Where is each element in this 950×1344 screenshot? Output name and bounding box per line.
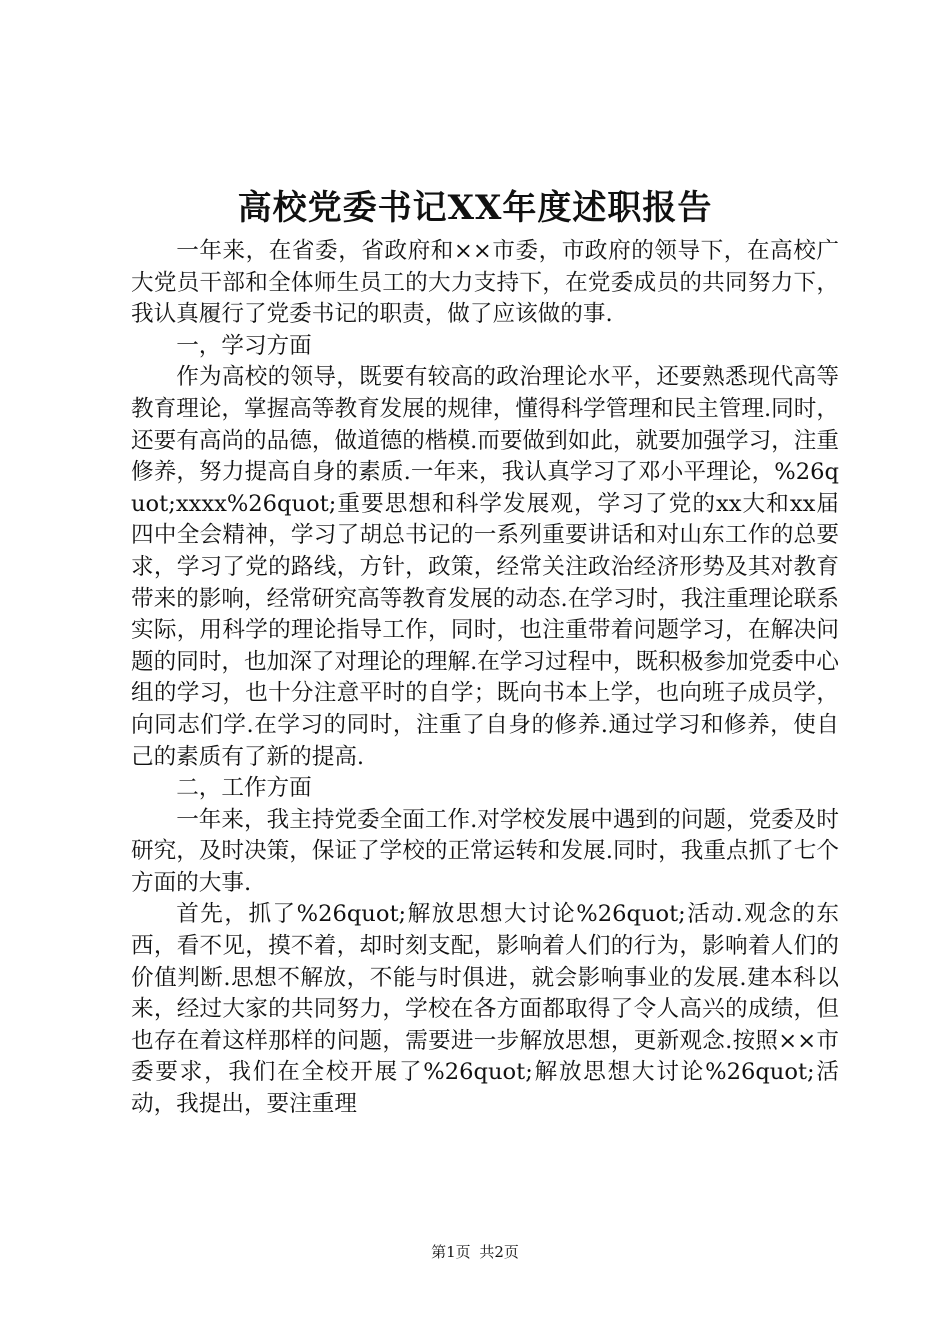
paragraph-first-task: 首先，抓了%26quot;解放思想大讨论%26quot;活动.观念的东西，看不见，摸不着，却时刻支配，影响着人们的行为，影响着人们的价值判断.思想不解放，不能与时俱进，就会影响事业的发展.建本科以来，经过大家的共同努力，学校在各方面都取得了令人高兴的成绩，但也存在着这样那样的问题，需要进一步解放思想，更新观念.按照××市委要求，我们在全校开展了%26quot;解放思想大讨论%26quot;活动，我提出，要注重理 — [131, 901, 839, 1118]
section-heading-work: 二，工作方面 — [176, 775, 312, 802]
page-number: 第1页 — [431, 1243, 471, 1261]
paragraph-work: 一年来，我主持党委全面工作.对学校发展中遇到的问题，党委及时研究，及时决策，保证了学校的正常运转和发展.同时，我重点抓了七个方面的大事. — [131, 806, 839, 896]
document-body — [131, 236, 839, 1121]
paragraph-intro: 一年来，在省委，省政府和××市委，市政府的领导下，在高校广大党员干部和全体师生员工的大力支持下，在党委成员的共同努力下，我认真履行了党委书记的职责，做了应该做的事. — [131, 238, 839, 328]
page-footer — [0, 1241, 950, 1263]
document-title: 高校党委书记XX年度述职报告 — [237, 188, 713, 228]
page-count: 共2页 — [479, 1243, 519, 1261]
section-heading-study: 一，学习方面 — [176, 332, 312, 359]
paragraph-study: 作为高校的领导，既要有较高的政治理论水平，还要熟悉现代高等教育理论，掌握高等教育发展的规律，懂得科学管理和民主管理.同时，还要有高尚的品德，做道德的楷模.而要做到如此，就要加强学习，注重修养，努力提高自身的素质.一年来，我认真学习了邓小平理论，%26quot;xxxx%26quot;重要思想和科学发展观，学习了党的xx大和xx届四中全会精神，学习了胡总书记的一系列重要讲话和对山东工作的总要求，学习了党的路线，方针，政策，经常关注政治经济形势及其对教育带来的影响，经常研究高等教育发展的动态.在学习时，我注重理论联系实际，用科学的理论指导工作，同时，也注重带着问题学习，在解决问题的同时，也加深了对理论的理解.在学习过程中，既积极参加党委中心组的学习，也十分注意平时的自学；既向书本上学，也向班子成员学，向同志们学.在学习的同时，注重了自身的修养.通过学习和修养，使自己的素质有了新的提高. — [131, 364, 839, 770]
